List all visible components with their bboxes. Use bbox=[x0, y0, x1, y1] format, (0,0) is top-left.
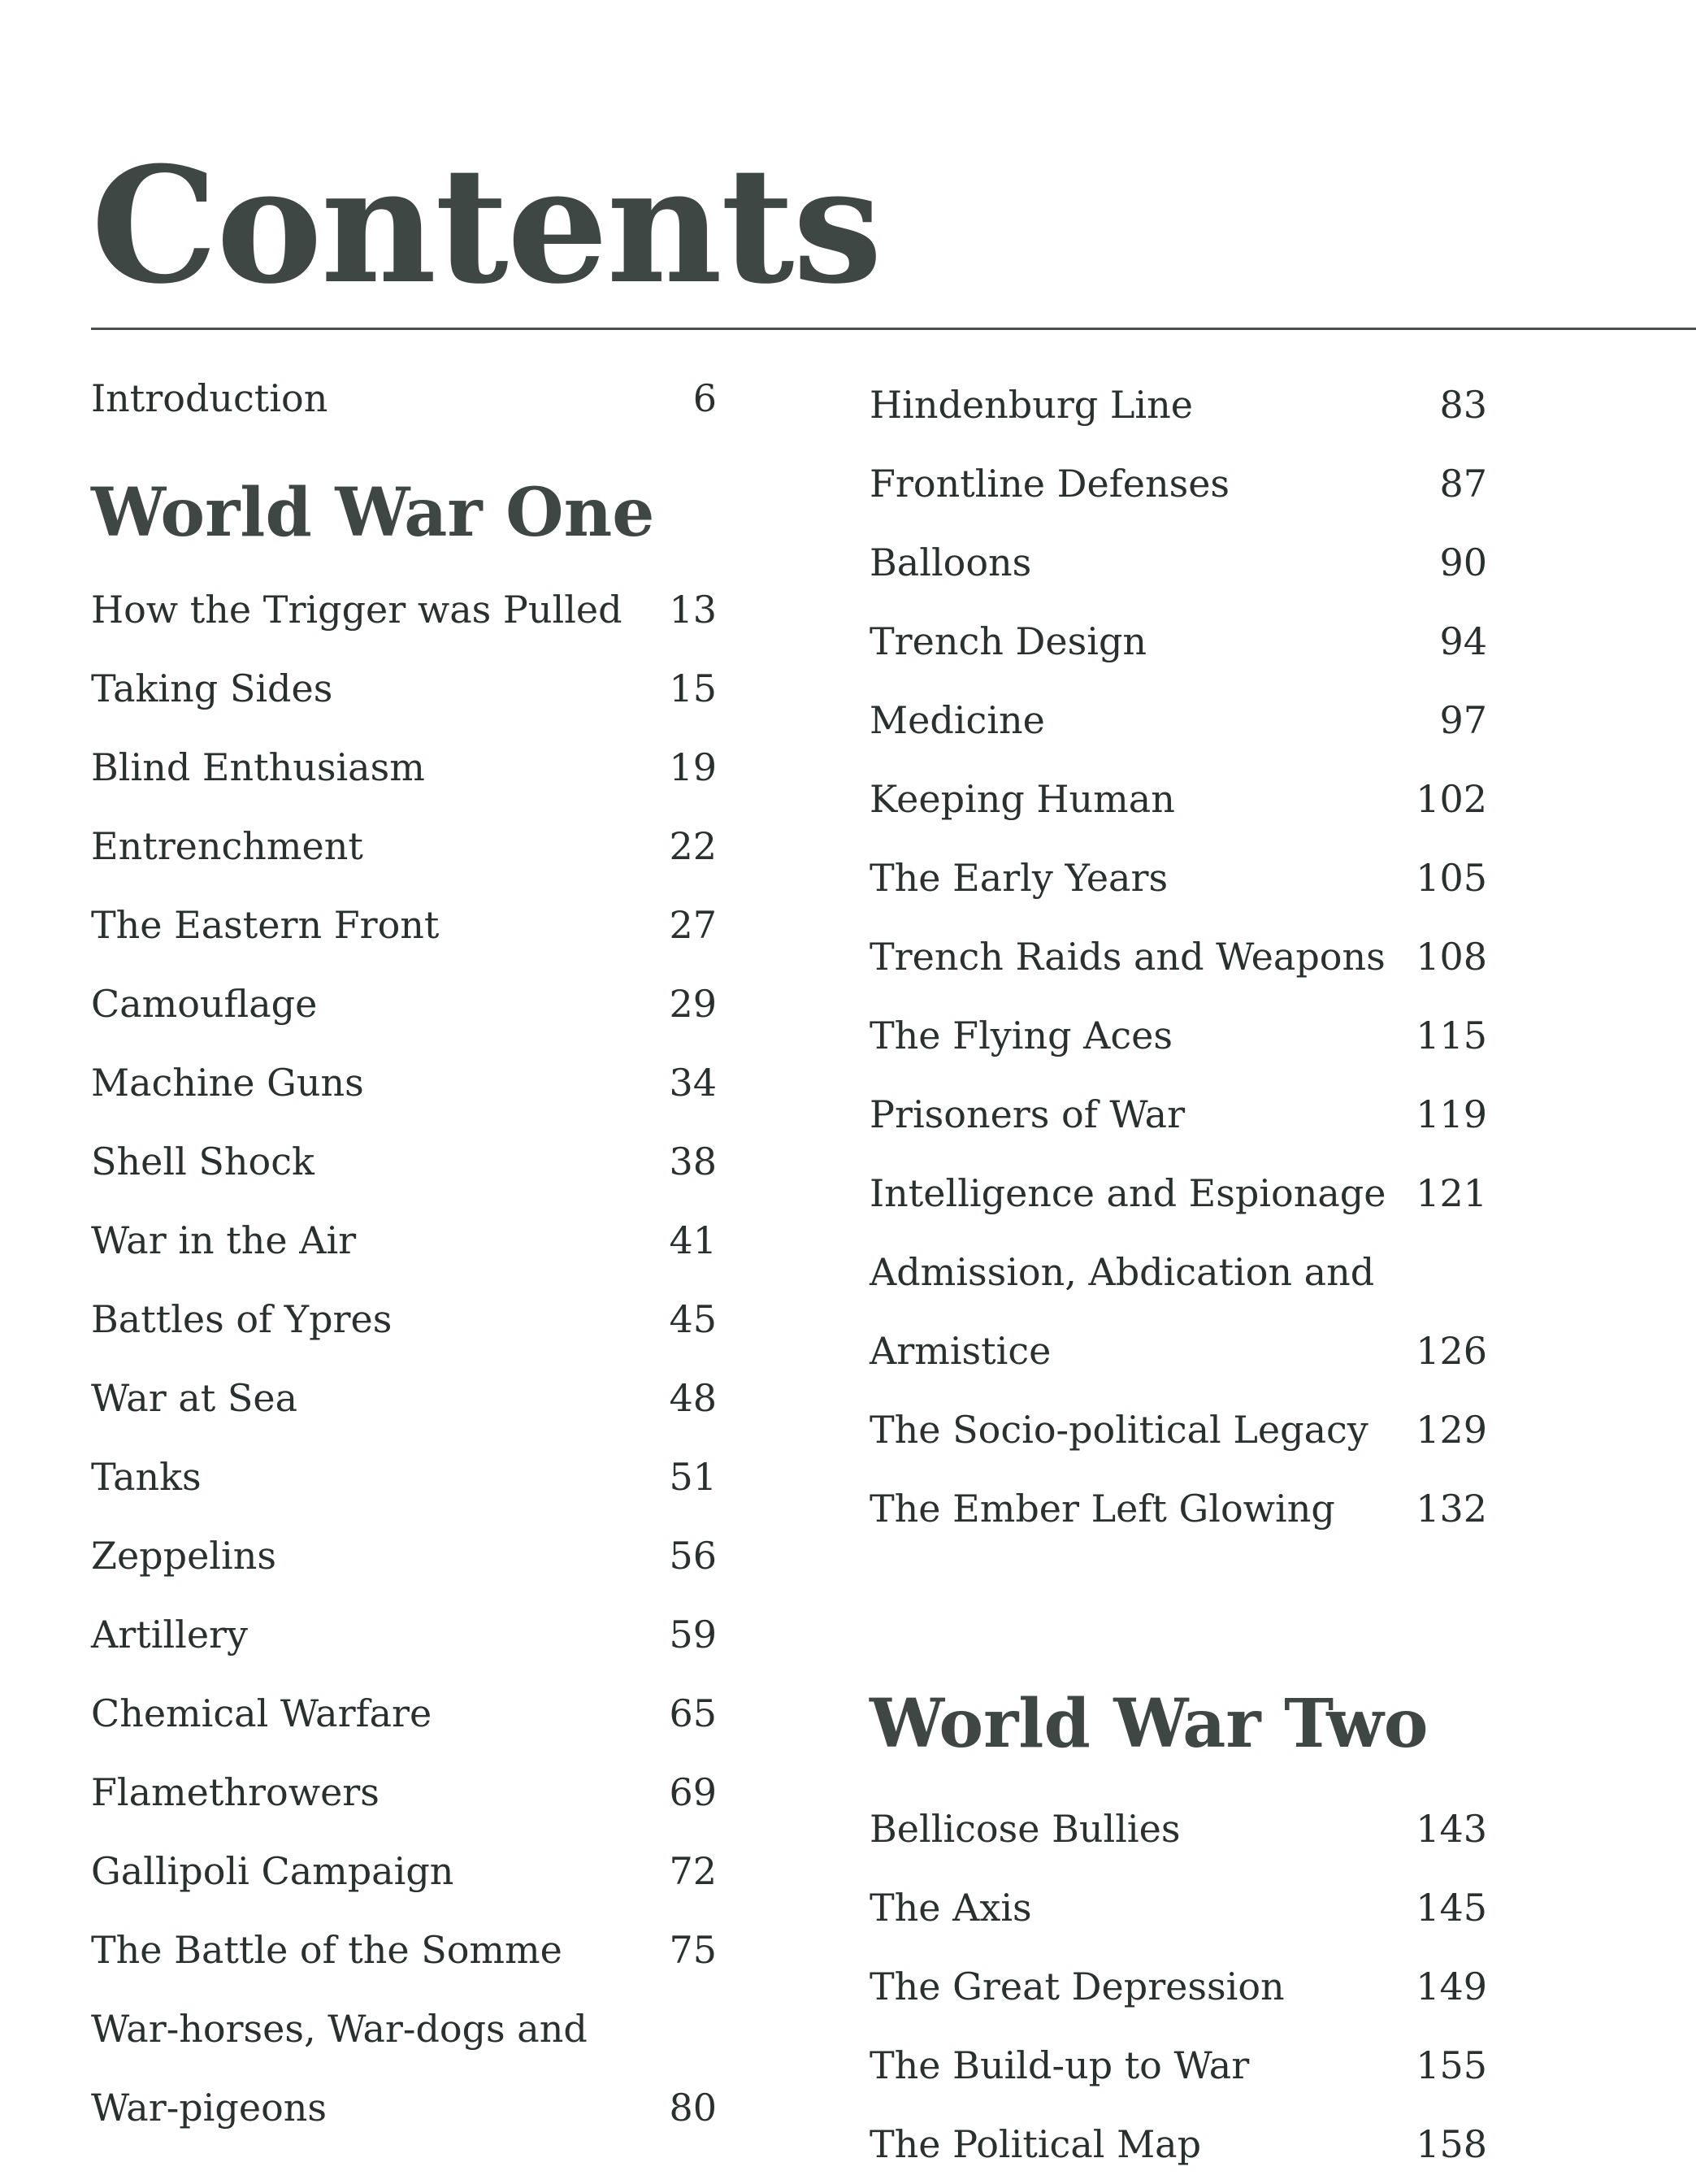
toc-entry[interactable] bbox=[870, 2026, 1487, 2105]
toc-entry[interactable] bbox=[91, 1044, 717, 1122]
toc-entry[interactable] bbox=[91, 1359, 717, 1438]
section-heading-ww1: World War One bbox=[91, 474, 655, 552]
toc-entry-page: 119 bbox=[1416, 1092, 1487, 1136]
toc-entry-page: 126 bbox=[1416, 1329, 1487, 1373]
toc-entry-page: 48 bbox=[669, 1376, 717, 1420]
toc-entry[interactable] bbox=[870, 366, 1487, 445]
toc-entry-title: Taking Sides bbox=[91, 666, 333, 710]
page-title: Contents bbox=[91, 132, 881, 319]
toc-entry-page: 105 bbox=[1416, 856, 1487, 900]
toc-entry-page: 83 bbox=[1439, 383, 1487, 427]
toc-entry-page: 90 bbox=[1439, 541, 1487, 584]
toc-entry-page: 38 bbox=[669, 1140, 717, 1183]
toc-entry[interactable] bbox=[870, 2105, 1487, 2184]
toc-entry-title: Flamethrowers bbox=[91, 1770, 380, 1814]
toc-entry-page: 149 bbox=[1416, 1965, 1487, 2008]
toc-entry-title: Trench Raids and Weapons bbox=[870, 935, 1386, 979]
toc-entry[interactable] bbox=[870, 918, 1487, 996]
toc-entry-title: Entrenchment bbox=[91, 824, 363, 868]
toc-entry-title: Admission, Abdication and bbox=[870, 1250, 1375, 1294]
toc-entry[interactable] bbox=[91, 571, 717, 649]
toc-entry-title: Bellicose Bullies bbox=[870, 1807, 1181, 1851]
toc-entry[interactable] bbox=[91, 807, 717, 886]
toc-entry[interactable] bbox=[91, 1832, 717, 1911]
toc-entry[interactable] bbox=[870, 1470, 1487, 1548]
toc-entry-title: The Build-up to War bbox=[870, 2043, 1250, 2087]
toc-entry-page: 19 bbox=[669, 745, 717, 789]
toc-entry-title: Artillery bbox=[91, 1613, 249, 1656]
toc-entry[interactable] bbox=[870, 839, 1487, 918]
toc-entry bbox=[91, 1990, 717, 2069]
ww2-list bbox=[870, 1790, 1487, 2184]
toc-entry[interactable] bbox=[870, 1391, 1487, 1470]
toc-entry-introduction[interactable] bbox=[91, 366, 717, 431]
toc-entry-title: Battles of Ypres bbox=[91, 1297, 393, 1341]
toc-entry-page: 29 bbox=[669, 982, 717, 1026]
toc-entry[interactable] bbox=[91, 886, 717, 965]
toc-entry[interactable] bbox=[91, 1280, 717, 1359]
toc-entry[interactable] bbox=[91, 965, 717, 1044]
toc-entry-page: 155 bbox=[1416, 2043, 1487, 2087]
toc-entry-page: 132 bbox=[1416, 1487, 1487, 1531]
toc-entry-title: The Socio-political Legacy bbox=[870, 1408, 1369, 1452]
toc-entry[interactable] bbox=[870, 1947, 1487, 2026]
toc-entry[interactable] bbox=[870, 681, 1487, 760]
toc-entry[interactable] bbox=[91, 1122, 717, 1201]
toc-entry-title: Prisoners of War bbox=[870, 1092, 1186, 1136]
toc-entry-page: 59 bbox=[669, 1613, 717, 1656]
toc-entry-title: Tanks bbox=[91, 1455, 202, 1499]
toc-entry-page: 115 bbox=[1416, 1014, 1487, 1057]
toc-entry-title: The Eastern Front bbox=[91, 903, 440, 947]
toc-entry[interactable] bbox=[870, 523, 1487, 602]
toc-entry-page: 72 bbox=[669, 1849, 717, 1893]
toc-entry-page: 56 bbox=[669, 1534, 717, 1578]
toc-entry-page: 34 bbox=[669, 1061, 717, 1105]
toc-entry-title: The Ember Left Glowing bbox=[870, 1487, 1335, 1531]
toc-entry[interactable] bbox=[91, 2069, 717, 2147]
toc-entry-title: Balloons bbox=[870, 541, 1032, 584]
toc-left-column bbox=[91, 366, 717, 2147]
toc-entry-title: Blind Enthusiasm bbox=[91, 745, 425, 789]
toc-entry[interactable] bbox=[91, 728, 717, 807]
toc-entry-page: 6 bbox=[692, 376, 717, 420]
toc-entry-title: Hindenburg Line bbox=[870, 383, 1193, 427]
toc-entry-page: 121 bbox=[1416, 1171, 1487, 1215]
toc-entry-page: 45 bbox=[669, 1297, 717, 1341]
toc-entry-title: Introduction bbox=[91, 376, 328, 420]
toc-entry[interactable] bbox=[91, 1596, 717, 1674]
section-heading-ww2: World War Two bbox=[870, 1685, 1429, 1763]
toc-entry-title: The Battle of the Somme bbox=[91, 1928, 562, 1972]
toc-entry[interactable] bbox=[870, 1790, 1487, 1869]
toc-entry-title: The Early Years bbox=[870, 856, 1169, 900]
toc-entry-page: 87 bbox=[1439, 462, 1487, 506]
toc-entry-page: 13 bbox=[669, 588, 717, 632]
toc-entry[interactable] bbox=[870, 1869, 1487, 1947]
toc-entry[interactable] bbox=[870, 1312, 1487, 1391]
toc-entry[interactable] bbox=[91, 1911, 717, 1990]
toc-right-column bbox=[870, 366, 1487, 2184]
toc-entry[interactable] bbox=[91, 649, 717, 728]
toc-entry-title: The Political Map bbox=[870, 2122, 1202, 2166]
toc-entry-page: 80 bbox=[669, 2086, 717, 2130]
ww1-right-list bbox=[870, 366, 1487, 1548]
toc-entry-title: Medicine bbox=[870, 698, 1045, 742]
toc-entry-title: Zeppelins bbox=[91, 1534, 276, 1578]
toc-entry[interactable] bbox=[870, 1154, 1487, 1233]
toc-entry[interactable] bbox=[91, 1438, 717, 1517]
toc-entry-title: Gallipoli Campaign bbox=[91, 1849, 454, 1893]
toc-entry-page: 102 bbox=[1416, 777, 1487, 821]
toc-entry-page: 27 bbox=[669, 903, 717, 947]
toc-entry-page: 143 bbox=[1416, 1807, 1487, 1851]
toc-entry-page: 75 bbox=[669, 1928, 717, 1972]
toc-entry-title: War-horses, War-dogs and bbox=[91, 2007, 588, 2051]
toc-entry-page: 158 bbox=[1416, 2122, 1487, 2166]
toc-entry-page: 65 bbox=[669, 1691, 717, 1735]
toc-entry-page: 145 bbox=[1416, 1886, 1487, 1930]
toc-entry-page: 97 bbox=[1439, 698, 1487, 742]
toc-entry-page: 94 bbox=[1439, 619, 1487, 663]
toc-entry-page: 51 bbox=[669, 1455, 717, 1499]
toc-entry-title: Armistice bbox=[870, 1329, 1052, 1373]
toc-entry-title: Keeping Human bbox=[870, 777, 1175, 821]
toc-entry-page: 22 bbox=[669, 824, 717, 868]
toc-entry[interactable] bbox=[870, 1075, 1487, 1154]
toc-entry-title: Intelligence and Espionage bbox=[870, 1171, 1386, 1215]
toc-entry-title: War at Sea bbox=[91, 1376, 298, 1420]
toc-entry-title: The Flying Aces bbox=[870, 1014, 1173, 1057]
toc-entry[interactable] bbox=[91, 1201, 717, 1280]
toc-entry-title: How the Trigger was Pulled bbox=[91, 588, 622, 632]
toc-entry-title: Frontline Defenses bbox=[870, 462, 1230, 506]
toc-entry bbox=[870, 1233, 1487, 1312]
toc-entry-title: The Great Depression bbox=[870, 1965, 1285, 2008]
toc-entry-title: Trench Design bbox=[870, 619, 1147, 663]
toc-entry[interactable] bbox=[870, 760, 1487, 839]
toc-entry[interactable] bbox=[870, 602, 1487, 681]
toc-entry-page: 69 bbox=[669, 1770, 717, 1814]
toc-entry[interactable] bbox=[870, 445, 1487, 523]
title-divider bbox=[91, 328, 1696, 330]
ww1-left-list bbox=[91, 571, 717, 2147]
toc-entry-title: Chemical Warfare bbox=[91, 1691, 432, 1735]
toc-entry-title: War-pigeons bbox=[91, 2086, 327, 2130]
toc-entry-title: The Axis bbox=[870, 1886, 1032, 1930]
toc-entry[interactable] bbox=[91, 1517, 717, 1596]
toc-entry[interactable] bbox=[870, 996, 1487, 1075]
toc-entry-title: Machine Guns bbox=[91, 1061, 364, 1105]
toc-entry[interactable] bbox=[91, 1753, 717, 1832]
toc-entry-page: 129 bbox=[1416, 1408, 1487, 1452]
toc-entry-page: 15 bbox=[669, 666, 717, 710]
toc-entry-title: War in the Air bbox=[91, 1218, 357, 1262]
toc-entry-page: 41 bbox=[669, 1218, 717, 1262]
toc-entry-title: Camouflage bbox=[91, 982, 318, 1026]
toc-entry-page: 108 bbox=[1416, 935, 1487, 979]
toc-entry[interactable] bbox=[91, 1674, 717, 1753]
toc-entry-title: Shell Shock bbox=[91, 1140, 314, 1183]
